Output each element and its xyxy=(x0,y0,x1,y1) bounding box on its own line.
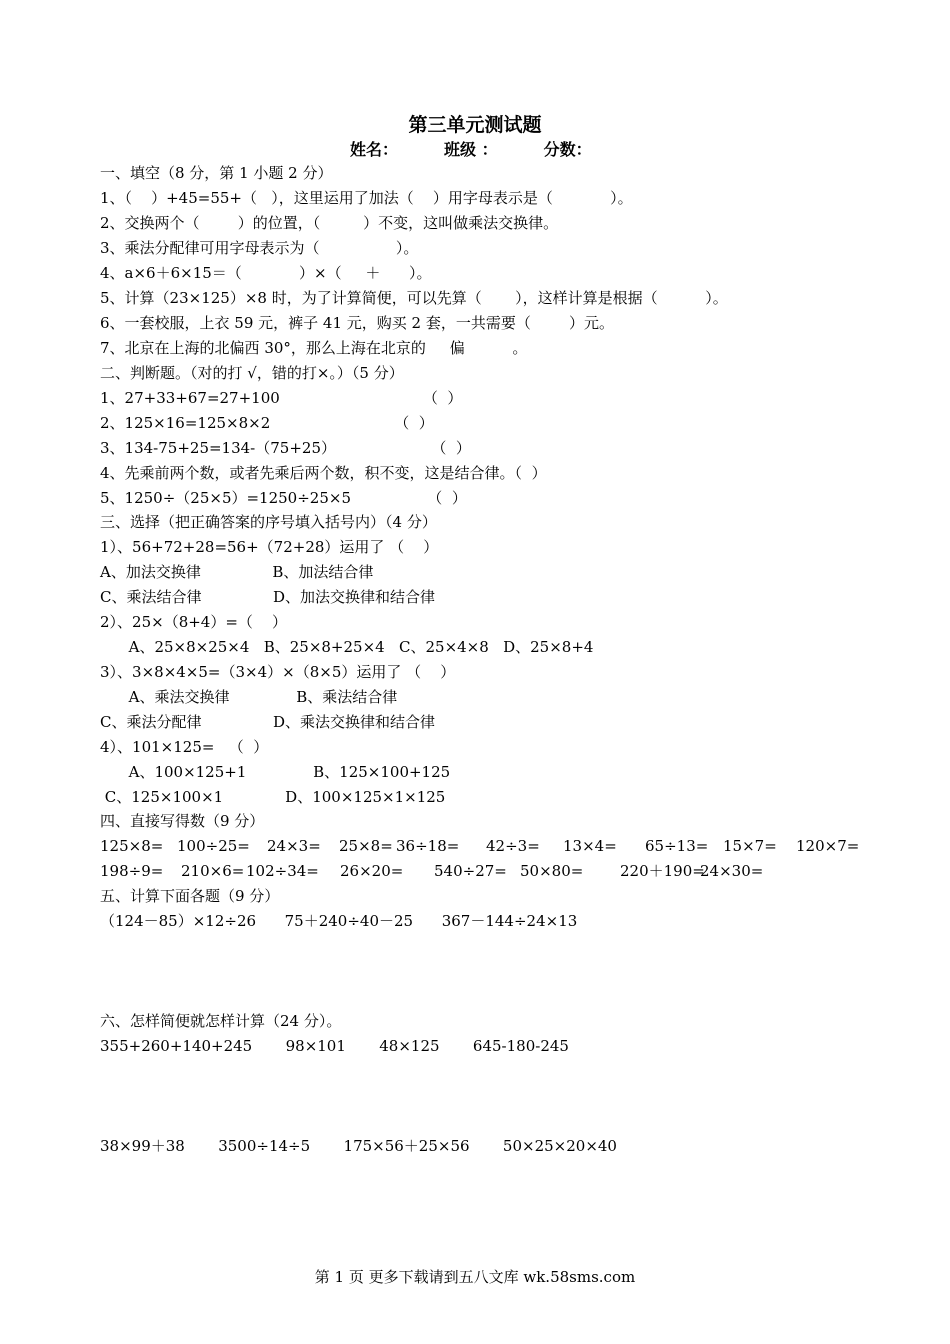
option-line: A、加法交换律 B、加法结合律 xyxy=(100,563,374,581)
question-line: 7、北京在上海的北偏西 30°，那么上海在北京的 偏 。 xyxy=(100,339,528,357)
question-line: 3、134-75+25=134-（75+25） （ ） xyxy=(100,439,471,457)
question-line: 2）、25×（8+4）=（ ） xyxy=(100,613,287,631)
option-line: A、25×8×25×4 B、25×8+25×4 C、25×4×8 D、25×8+4 xyxy=(100,638,594,656)
question-line: 2、125×16=125×8×2 （ ） xyxy=(100,414,434,432)
mental-math-item: 540÷27= xyxy=(434,862,507,880)
question-line: 6、一套校服，上衣 59 元，裤子 41 元，购买 2 套，一共需要（ ）元。 xyxy=(100,314,615,332)
question-line: 5、计算（23×125）×8 时，为了计算简便，可以先算（ ），这样计算是根据（ ）。 xyxy=(100,289,728,307)
option-line: A、100×125+1 B、125×100+125 xyxy=(100,763,451,781)
score-field-label: 分数： xyxy=(543,140,592,159)
mental-math-item: 25×8= xyxy=(339,837,393,855)
mental-math-item: 26×20= xyxy=(340,862,404,880)
mental-math-item: 15×7= xyxy=(723,837,777,855)
mental-math-item: 24×3= xyxy=(267,837,321,855)
mental-math-item: 24×30= xyxy=(700,862,764,880)
option-line: C、乘法结合律 D、加法交换律和结合律 xyxy=(100,588,436,606)
section1-heading: 一、填空（8 分，第 1 小题 2 分） xyxy=(100,164,333,182)
mental-math-item: 13×4= xyxy=(563,837,617,855)
mental-math-item: 198÷9= xyxy=(100,862,164,880)
mental-math-item: 42÷3= xyxy=(486,837,540,855)
question-line: 3）、3×8×4×5=（3×4）×（8×5）运用了 （ ） xyxy=(100,663,456,681)
option-line: C、125×100×1 D、100×125×1×125 xyxy=(100,788,446,806)
student-info-fields xyxy=(350,139,638,161)
page-footer: 第 1 页 更多下载请到五八文库 wk.58sms.com xyxy=(314,1268,636,1286)
mental-math-item: 120×7= xyxy=(796,837,860,855)
mental-math-item: 50×80= xyxy=(520,862,584,880)
mental-math-item: 220＋190= xyxy=(620,862,705,880)
question-line: 1、27+33+67=27+100 （ ） xyxy=(100,389,463,407)
section5-heading: 五、计算下面各题（9 分） xyxy=(100,887,280,905)
section2-heading: 二、判断题。（对的打 √，错的打×。）（5 分） xyxy=(100,364,404,382)
mental-math-item: 102÷34= xyxy=(246,862,319,880)
calculation-line: 355+260+140+245 98×101 48×125 645-180-245 xyxy=(100,1037,569,1055)
class-field-label: 班级 ： xyxy=(444,140,498,159)
section6-heading: 六、怎样简便就怎样计算（24 分）。 xyxy=(100,1012,342,1030)
calculation-line: 38×99＋38 3500÷14÷5 175×56＋25×56 50×25×20×40 xyxy=(100,1137,617,1155)
question-line: 4、a×6＋6×15＝（ ）×（ ＋ ）。 xyxy=(100,264,432,282)
section4-heading: 四、直接写得数（9 分） xyxy=(100,812,265,830)
mental-math-item: 210×6= xyxy=(181,862,245,880)
option-line: A、乘法交换律 B、乘法结合律 xyxy=(100,688,398,706)
question-line: 4、先乘前两个数，或者先乘后两个数，积不变，这是结合律。（ ） xyxy=(100,464,547,482)
page-title: 第三单元测试题 xyxy=(408,114,542,136)
question-line: 1、（ ）+45=55+（ ），这里运用了加法（ ）用字母表示是（ ）。 xyxy=(100,189,633,207)
question-line: 2、交换两个（ ）的位置，（ ）不变，这叫做乘法交换律。 xyxy=(100,214,559,232)
question-line: 4）、101×125= （ ） xyxy=(100,738,269,756)
question-line: 1）、56+72+28=56+（72+28）运用了 （ ） xyxy=(100,538,439,556)
section3-heading: 三、选择（把正确答案的序号填入括号内）（4 分） xyxy=(100,513,437,531)
question-line: 5、1250÷（25×5）=1250÷25×5 （ ） xyxy=(100,489,467,507)
name-field-label: 姓名： xyxy=(350,140,399,159)
mental-math-item: 125×8= xyxy=(100,837,164,855)
mental-math-item: 36÷18= xyxy=(396,837,460,855)
calculation-line: （124－85）×12÷26 75＋240÷40－25 367－144÷24×13 xyxy=(100,912,578,930)
mental-math-item: 100÷25= xyxy=(177,837,250,855)
question-line: 3、乘法分配律可用字母表示为（ ）。 xyxy=(100,239,419,257)
mental-math-item: 65÷13= xyxy=(645,837,709,855)
option-line: C、乘法分配律 D、乘法交换律和结合律 xyxy=(100,713,436,731)
